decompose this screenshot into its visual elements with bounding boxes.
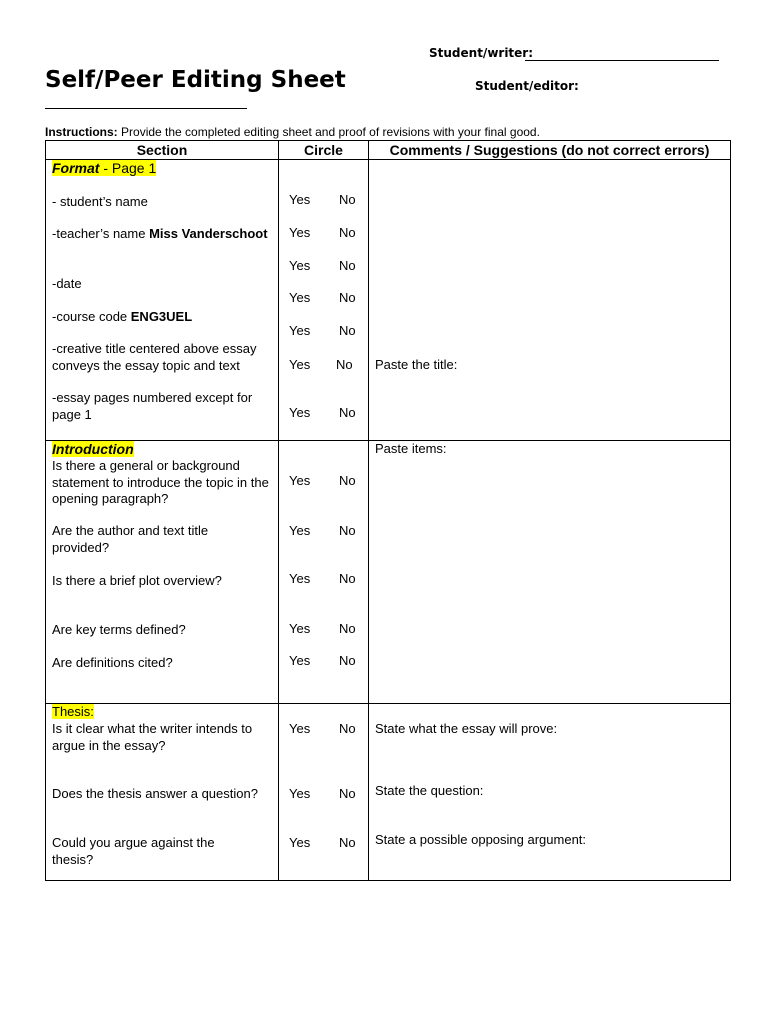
no-option[interactable]: No: [339, 473, 356, 488]
intro-item-plot-overview: Is there a brief plot overview?: [52, 573, 222, 588]
instructions-text: Provide the completed editing sheet and proof of revisions with your final good.: [121, 125, 540, 139]
yes-option[interactable]: Yes: [289, 721, 311, 736]
thesis-comment-opposing: State a possible opposing argument:: [375, 832, 587, 847]
no-option[interactable]: No: [339, 405, 356, 420]
no-option[interactable]: No: [339, 323, 356, 338]
yes-option[interactable]: Yes: [289, 523, 311, 538]
thesis-heading: Thesis:: [52, 704, 94, 719]
yes-option[interactable]: Yes: [289, 192, 311, 207]
column-divider-2: [368, 140, 369, 881]
yes-option[interactable]: Yes: [289, 405, 311, 420]
teacher-name-value: Miss Vanderschoot: [149, 226, 268, 241]
intro-row-divider: [45, 703, 731, 704]
yes-option[interactable]: Yes: [289, 835, 311, 850]
title-underline: [45, 108, 247, 109]
thesis-comment-question: State the question:: [375, 783, 484, 798]
yes-option[interactable]: Yes: [289, 225, 311, 240]
intro-item-background: Is there a general or background statement to introduce the topic in the opening paragraph?: [52, 458, 269, 506]
format-item-teacher-name: -teacher’s name Miss Vanderschoot: [52, 226, 268, 241]
no-option[interactable]: No: [339, 258, 356, 273]
header-circle: Circle: [304, 142, 343, 158]
yes-option[interactable]: Yes: [289, 571, 311, 586]
yes-option[interactable]: Yes: [289, 786, 311, 801]
introduction-heading: Introduction: [52, 441, 134, 457]
thesis-item-answers-question: Does the thesis answer a question?: [52, 786, 258, 801]
header-comments: Comments / Suggestions (do not correct errors): [389, 142, 710, 158]
instructions-label: Instructions:: [45, 125, 118, 139]
format-heading: [52, 160, 156, 177]
no-option[interactable]: No: [339, 571, 356, 586]
no-option[interactable]: No: [339, 290, 356, 305]
format-item-title: -creative title centered above essay conveys the essay topic and text: [52, 341, 257, 373]
student-writer-label: Student/writer:: [429, 46, 534, 60]
no-option[interactable]: No: [339, 786, 356, 801]
yes-option[interactable]: Yes: [289, 258, 311, 273]
yes-option[interactable]: Yes: [289, 653, 311, 668]
yes-option[interactable]: Yes: [289, 621, 311, 636]
format-item-page-numbers: -essay pages numbered except for page 1: [52, 390, 253, 422]
yes-option[interactable]: Yes: [289, 323, 311, 338]
introduction-comment: Paste items:: [375, 441, 447, 456]
student-writer-blank[interactable]: [525, 60, 719, 61]
intro-item-author-title: Are the author and text title provided?: [52, 523, 209, 555]
intro-item-definitions-cited: Are definitions cited?: [52, 655, 173, 670]
column-divider-1: [278, 140, 279, 881]
thesis-item-argue-against: Could you argue against the thesis?: [52, 835, 215, 867]
format-item-student-name: - student’s name: [52, 194, 148, 209]
instructions: [45, 125, 540, 139]
header-section: Section: [136, 142, 188, 158]
format-heading-rest: - Page 1: [99, 160, 157, 176]
student-editor-label: Student/editor:: [475, 79, 579, 93]
format-item-course-code: -course code ENG3UEL: [52, 309, 193, 324]
editing-table: [45, 140, 731, 881]
no-option[interactable]: No: [339, 621, 356, 636]
page-title: Self/Peer Editing Sheet: [45, 67, 346, 93]
no-option[interactable]: No: [336, 357, 353, 372]
thesis-comment-prove: State what the essay will prove:: [375, 721, 558, 736]
no-option[interactable]: No: [339, 721, 356, 736]
no-option[interactable]: No: [339, 225, 356, 240]
course-code-value: ENG3UEL: [130, 309, 193, 324]
no-option[interactable]: No: [339, 523, 356, 538]
intro-item-key-terms: Are key terms defined?: [52, 622, 186, 637]
yes-option[interactable]: Yes: [289, 473, 311, 488]
yes-option[interactable]: Yes: [289, 290, 311, 305]
thesis-item-clear-argument: Is it clear what the writer intends to argue in the essay?: [52, 721, 253, 753]
no-option[interactable]: No: [339, 192, 356, 207]
format-item-date: -date: [52, 276, 82, 291]
no-option[interactable]: No: [339, 653, 356, 668]
yes-option[interactable]: Yes: [289, 357, 311, 372]
format-comment: Paste the title:: [375, 357, 458, 372]
no-option[interactable]: No: [339, 835, 356, 850]
format-heading-em: Format: [52, 160, 100, 176]
